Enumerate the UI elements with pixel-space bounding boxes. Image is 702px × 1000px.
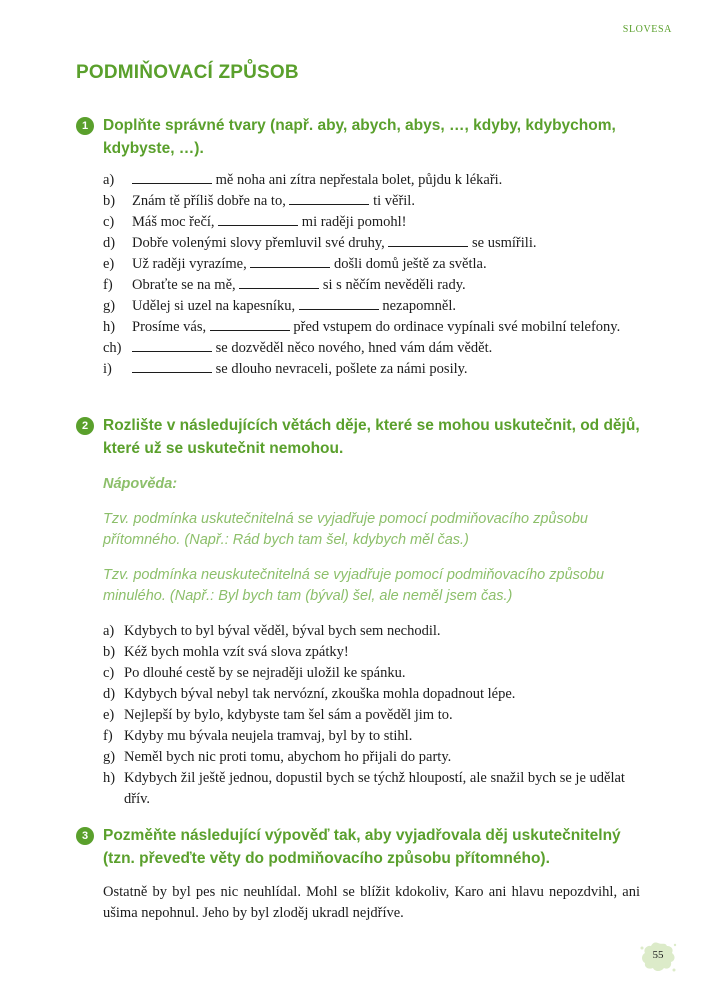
exercise-item	[76, 296, 640, 317]
item-text-before: Obraťte se na mě,	[132, 277, 240, 293]
sentence-item	[76, 621, 640, 642]
item-marker: ch)	[103, 340, 122, 356]
task-number-badge: 3	[76, 827, 94, 845]
fill-in-blank[interactable]	[132, 360, 212, 373]
item-marker: c)	[103, 665, 115, 681]
sentence-item	[76, 663, 640, 684]
item-text-after: se dlouho nevraceli, pošlete za námi posily.	[212, 361, 468, 377]
item-text: Po dlouhé cestě by se nejraději uložil ke spánku.	[124, 665, 406, 681]
item-marker: h)	[103, 319, 116, 335]
item-text-after: ti věřil.	[369, 193, 415, 209]
fill-in-blank[interactable]	[388, 234, 468, 247]
item-text-before: Už raději vyrazíme,	[132, 256, 251, 272]
sentence-item	[76, 705, 640, 726]
task-1-list	[76, 170, 640, 380]
item-text-before: Udělej si uzel na kapesníku,	[132, 298, 299, 314]
task-3-instruction-text: Pozměňte následující výpověď tak, aby vyjadřovala děj uskutečnitelný (tzn. převeďte věty do podmiňovacího způsobu přítomného).	[103, 827, 621, 867]
fill-in-blank[interactable]	[289, 192, 369, 205]
item-text: Kéž bych mohla vzít svá slova zpátky!	[124, 644, 349, 660]
exercise-item	[76, 191, 640, 212]
task-3	[76, 824, 640, 924]
item-text-before: Máš moc řečí,	[132, 214, 219, 230]
task-1-instruction	[76, 114, 640, 160]
page-number-text: 55	[652, 949, 664, 961]
exercise-item	[76, 338, 640, 359]
sentence-item	[76, 684, 640, 705]
exercise-item	[76, 359, 640, 380]
section-label: SLOVESA	[622, 24, 672, 35]
item-text-after: si s něčím nevěděli rady.	[319, 277, 466, 293]
page-title: PODMIŇOVACÍ ZPŮSOB	[76, 62, 299, 83]
exercise-item	[76, 233, 640, 254]
task-3-text: Ostatně by byl pes nic neuhlídal. Mohl se blížit kdokoliv, Karo ani hlavu nepozdvihl, ani ušima nepohnul. Jeho by byl zloděj ukradl nejdříve.	[103, 884, 640, 921]
item-text: Nejlepší by bylo, kdybyste tam šel sám a pověděl jim to.	[124, 707, 453, 723]
item-marker: a)	[103, 623, 115, 639]
item-text-after: mi raději pomohl!	[298, 214, 407, 230]
fill-in-blank[interactable]	[218, 213, 298, 226]
item-marker: e)	[103, 256, 115, 272]
item-marker: a)	[103, 172, 115, 188]
item-text-after: se dozvěděl něco nového, hned vám dám vědět.	[212, 340, 493, 356]
task-2	[76, 414, 640, 810]
item-marker: f)	[103, 277, 113, 293]
item-text-after: nezapomněl.	[378, 298, 457, 314]
hint-title: Nápověda:	[103, 476, 178, 492]
item-text-after: před vstupem do ordinace vypínali své mobilní telefony.	[289, 319, 621, 335]
task-3-instruction	[76, 824, 640, 870]
task-number-badge: 1	[76, 117, 94, 135]
item-text-after: se usmířili.	[468, 235, 537, 251]
item-text-before: Dobře volenými slovy přemluvil své druhy,	[132, 235, 389, 251]
item-marker: g)	[103, 298, 116, 314]
item-marker: b)	[103, 193, 116, 209]
exercise-item	[76, 170, 640, 191]
exercise-item	[76, 212, 640, 233]
item-text: Kdybych to byl býval věděl, býval bych sem nechodil.	[124, 623, 441, 639]
item-text: Kdybych býval nebyl tak nervózní, zkouška mohla dopadnout lépe.	[124, 686, 516, 702]
page-number	[638, 940, 678, 974]
fill-in-blank[interactable]	[250, 255, 330, 268]
item-text: Kdybych žil ještě jednou, dopustil bych se týchž hloupostí, ale snažil bych se je udělat dřív.	[124, 770, 625, 807]
sentence-item	[76, 642, 640, 663]
sentence-item	[76, 768, 640, 810]
item-text-before: Prosíme vás,	[132, 319, 210, 335]
hint-text-2: Tzv. podmínka neuskutečnitelná se vyjadřuje pomocí podmiňovacího způsobu minulého. (Např.: Byl bych tam (býval) šel, ale neměl jsem čas.)	[103, 567, 605, 604]
fill-in-blank[interactable]	[132, 339, 212, 352]
item-text-after: mě noha ani zítra nepřestala bolet, půjdu k lékaři.	[212, 172, 503, 188]
item-marker: i)	[103, 361, 112, 377]
fill-in-blank[interactable]	[239, 276, 319, 289]
item-text: Kdyby mu bývala neujela tramvaj, byl by to stihl.	[124, 728, 413, 744]
exercise-item	[76, 275, 640, 296]
fill-in-blank[interactable]	[210, 318, 290, 331]
item-text-after: došli domů ještě za světla.	[330, 256, 487, 272]
task-2-instruction	[76, 414, 640, 460]
item-text-before: Znám tě příliš dobře na to,	[132, 193, 290, 209]
exercise-item	[76, 317, 640, 338]
task-2-list	[76, 621, 640, 810]
fill-in-blank[interactable]	[299, 297, 379, 310]
item-marker: d)	[103, 235, 116, 251]
exercise-item	[76, 254, 640, 275]
item-marker: g)	[103, 749, 116, 765]
hint-text-1: Tzv. podmínka uskutečnitelná se vyjadřuje pomocí podmiňovacího způsobu přítomného. (Např.: Rád bych tam šel, kdybych měl čas.)	[103, 511, 588, 548]
item-marker: f)	[103, 728, 113, 744]
task-1-instruction-text: Doplňte správné tvary (např. aby, abych, abys, …, kdyby, kdybychom, kdybyste, …).	[103, 117, 616, 157]
item-marker: c)	[103, 214, 115, 230]
sentence-item	[76, 747, 640, 768]
task-1	[76, 114, 640, 380]
item-marker: e)	[103, 707, 115, 723]
task-2-instruction-text: Rozlište v následujících větách děje, které se mohou uskutečnit, od dějů, které už se uskutečnit nemohou.	[103, 417, 640, 457]
item-marker: h)	[103, 770, 116, 786]
item-marker: b)	[103, 644, 116, 660]
item-text: Neměl bych nic proti tomu, abychom ho přijali do party.	[124, 749, 452, 765]
task-number-badge: 2	[76, 417, 94, 435]
item-marker: d)	[103, 686, 116, 702]
sentence-item	[76, 726, 640, 747]
fill-in-blank[interactable]	[132, 171, 212, 184]
